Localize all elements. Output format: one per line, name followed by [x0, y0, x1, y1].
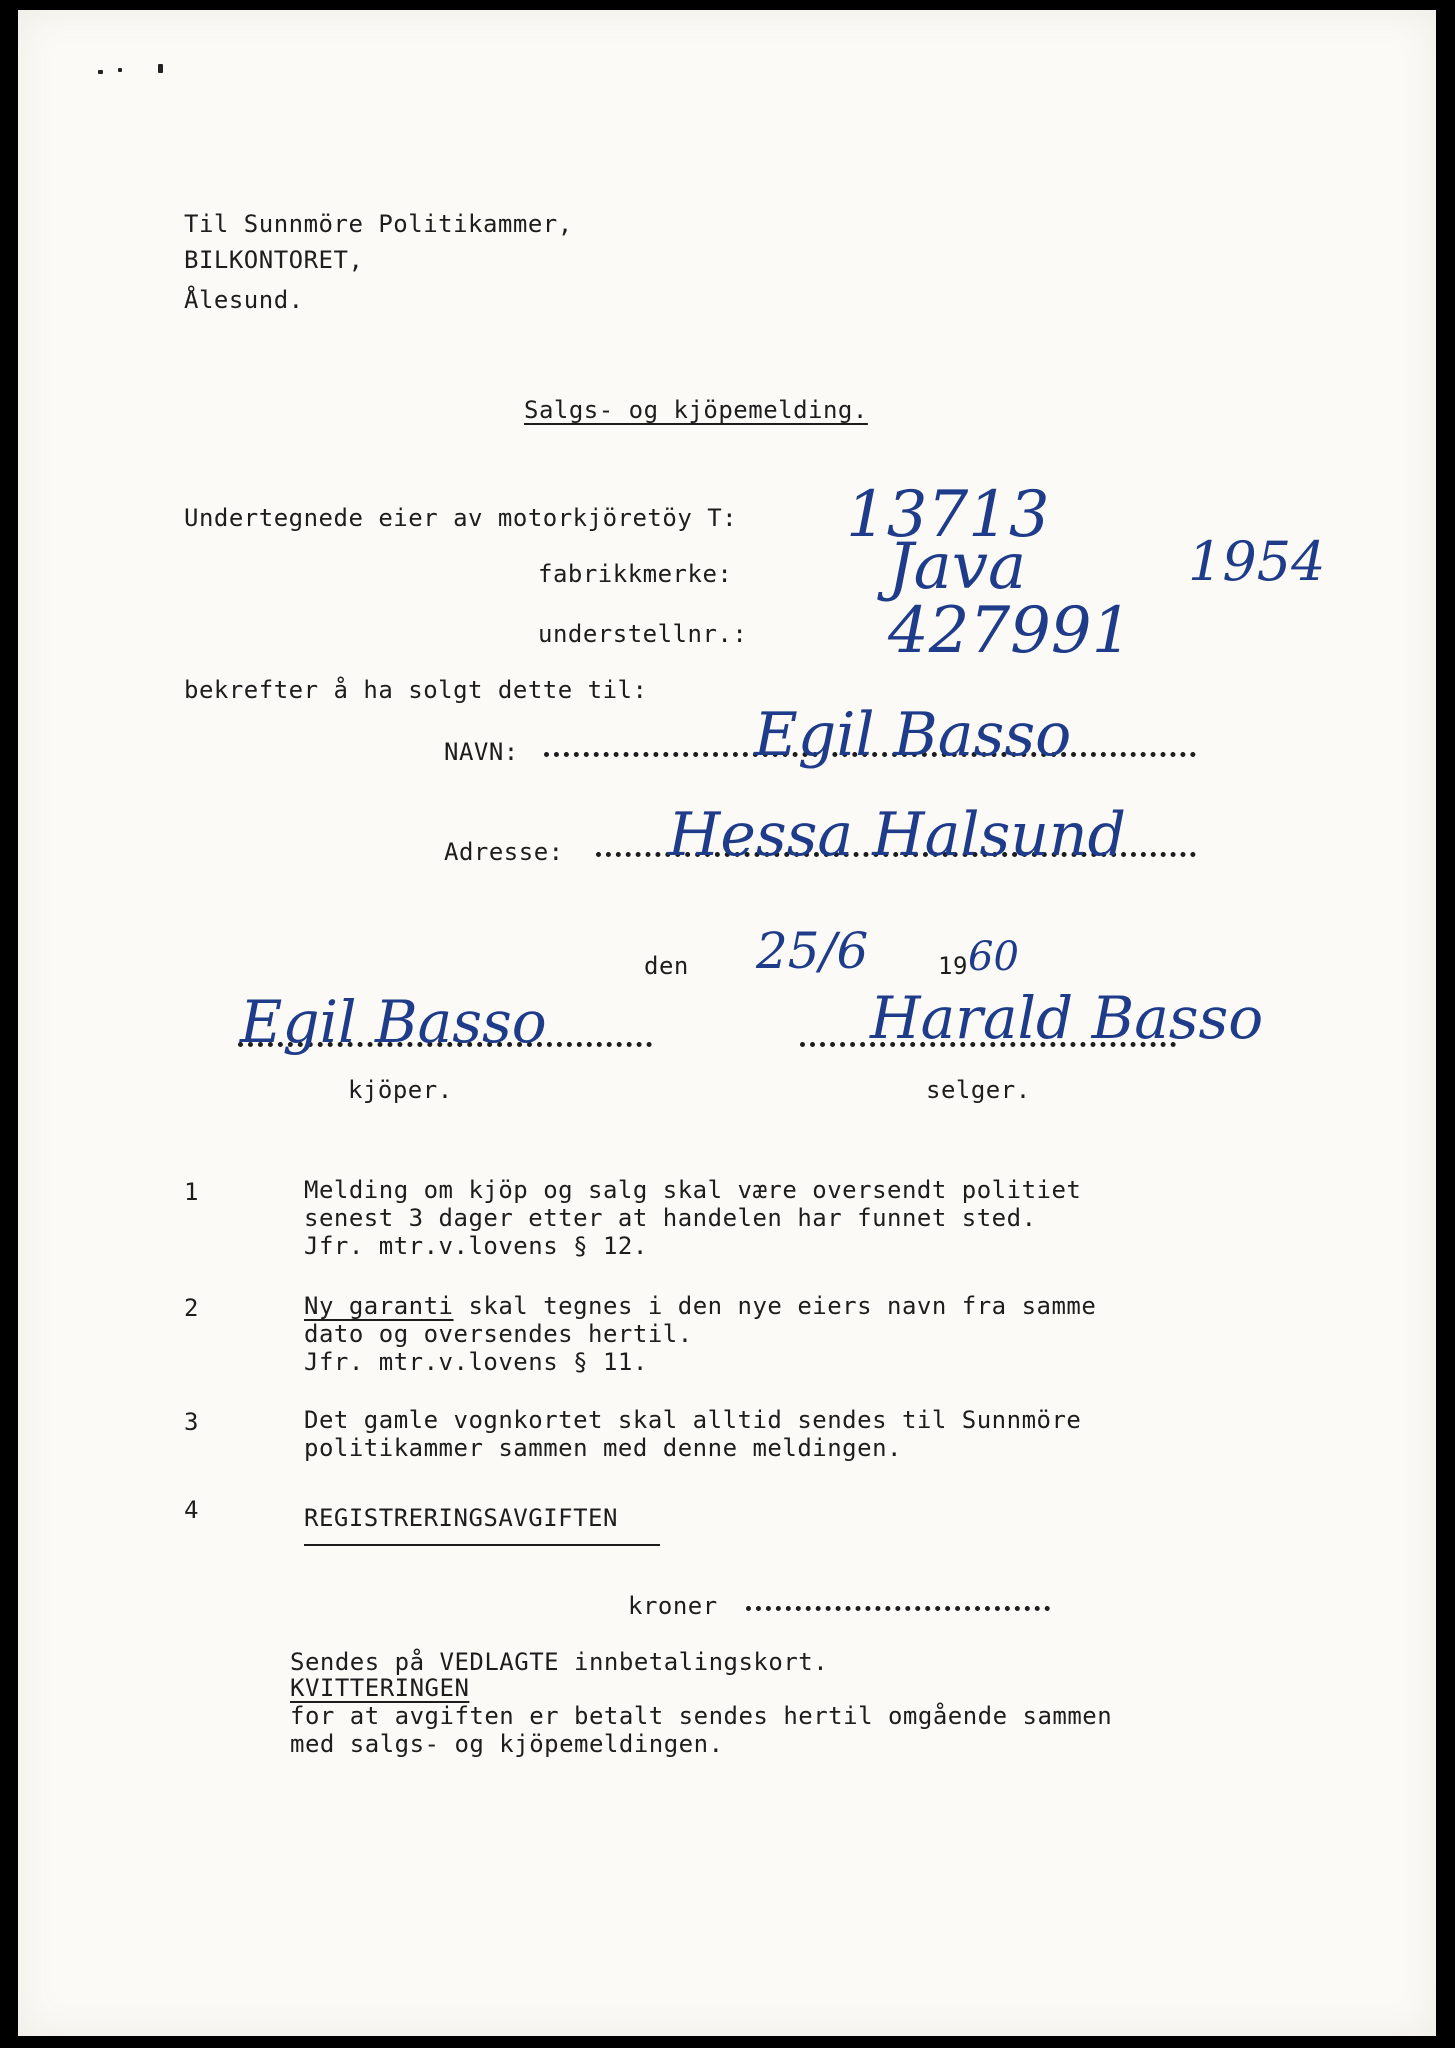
kroner-dotted-line — [746, 1606, 1050, 1611]
buyer-name: Egil Basso — [754, 700, 1072, 770]
note-number-3: 3 — [184, 1408, 199, 1436]
make-label: fabrikkmerke: — [538, 560, 733, 588]
name-label: NAVN: — [444, 738, 519, 766]
document-page — [18, 10, 1436, 2036]
registration-fee-rule — [304, 1544, 660, 1546]
scan-speck — [158, 64, 163, 73]
seller-signature: Harald Basso — [870, 984, 1264, 1052]
chassis-label: understellnr.: — [538, 620, 748, 648]
new-guarantee-underlined: Ny garanti — [304, 1292, 454, 1320]
vehicle-year: 1954 — [1188, 530, 1326, 593]
buyer-signature: Egil Basso — [240, 988, 547, 1056]
address-label: Adresse: — [444, 838, 564, 866]
addressee-line-3: Ålesund. — [184, 286, 304, 314]
receipt-line-2: med salgs- og kjöpemeldingen. — [290, 1730, 724, 1758]
note-1-line-2: senest 3 dager etter at handelen har funnet sted. — [304, 1204, 1037, 1232]
scan-speck — [98, 70, 103, 74]
note-3-line-2: politikammer sammen med denne meldingen. — [304, 1434, 902, 1462]
date-year-prefix: 19 — [938, 952, 968, 980]
payment-line: Sendes på VEDLAGTE innbetalingskort. — [290, 1648, 829, 1676]
note-2-line-3: Jfr. mtr.v.lovens § 11. — [304, 1348, 648, 1376]
note-number-2: 2 — [184, 1294, 199, 1322]
date-den-label: den — [644, 952, 689, 980]
addressee-line-2: BILKONTORET, — [184, 246, 364, 274]
note-2-line-2: dato og oversendes hertil. — [304, 1320, 693, 1348]
receipt-line-1: for at avgiften er betalt sendes hertil omgående sammen — [290, 1702, 1113, 1730]
owner-label: Undertegnede eier av motorkjöretöy T: — [184, 504, 738, 532]
note-number-4: 4 — [184, 1496, 199, 1524]
note-2-line-1-rest: skal tegnes i den nye eiers navn fra samme — [453, 1292, 1097, 1320]
registration-fee-heading: REGISTRERINGSAVGIFTEN — [304, 1504, 618, 1532]
note-number-1: 1 — [184, 1178, 199, 1206]
vehicle-make: Java — [888, 530, 1027, 604]
note-3-line-1: Det gamle vognkortet skal alltid sendes til Sunnmöre — [304, 1406, 1082, 1434]
note-1-line-3: Jfr. mtr.v.lovens § 12. — [304, 1232, 648, 1260]
note-2-line-1 — [304, 1292, 1096, 1320]
sold-to-label: bekrefter å ha solgt dette til: — [184, 676, 648, 704]
date-year-suffix: 60 — [968, 934, 1019, 980]
buyer-address: Hessa Halsund — [668, 800, 1127, 870]
form-title: Salgs- og kjöpemelding. — [524, 396, 868, 424]
kroner-label: kroner — [628, 1592, 718, 1620]
receipt-heading: KVITTERINGEN — [290, 1674, 470, 1702]
note-1-line-1: Melding om kjöp og salg skal være oversendt politiet — [304, 1176, 1082, 1204]
scan-speck — [118, 68, 122, 72]
date-day-month: 25/6 — [756, 922, 869, 980]
reg-number: 13713 — [846, 478, 1050, 552]
seller-label: selger. — [926, 1076, 1031, 1104]
addressee-line-1: Til Sunnmöre Politikammer, — [184, 210, 573, 238]
buyer-label: kjöper. — [348, 1076, 453, 1104]
chassis-number: 427991 — [888, 594, 1133, 668]
